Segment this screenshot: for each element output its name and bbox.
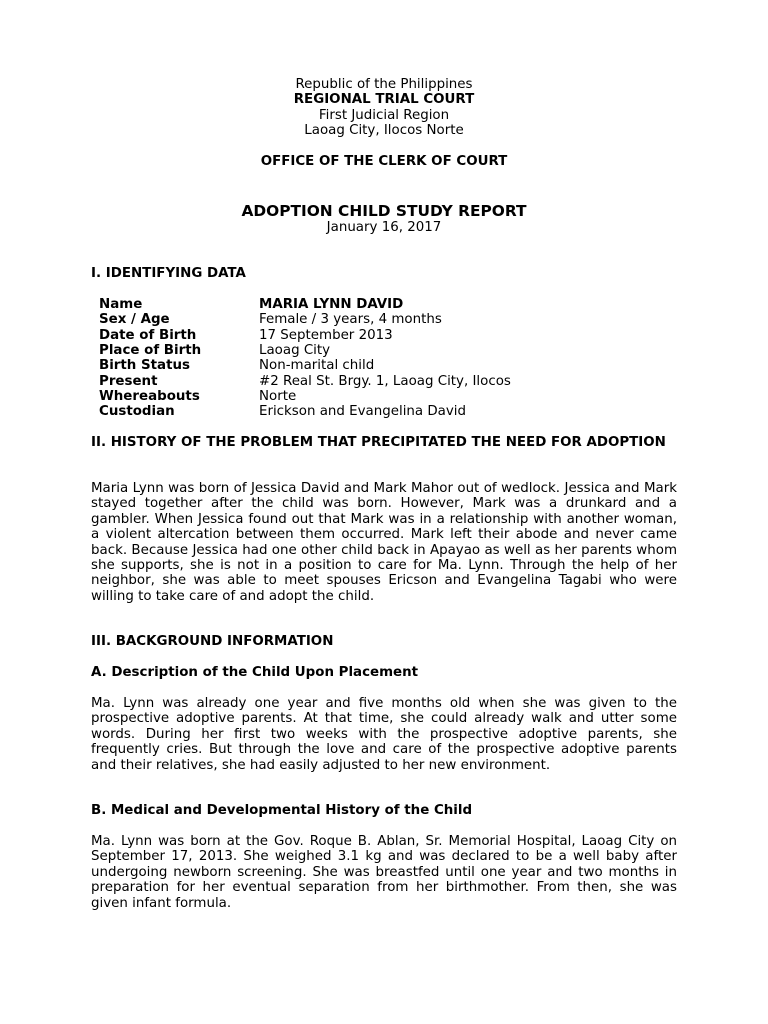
section-3b-body: Ma. Lynn was born at the Gov. Roque B. Ablan, Sr. Memorial Hospital, Laoag City on September 17, 2013. She weighed 3.1 kg and was declared to be a well baby after undergoing newborn screening. She was breastfed until one year and two months in preparation for her eventual separation from her birthmother. From then, she was given infant formula. [91, 834, 677, 911]
table-row [99, 343, 511, 358]
republic-line: Republic of the Philippines [295, 77, 473, 92]
section-1-heading: I. IDENTIFYING DATA [91, 266, 246, 281]
judicial-region: First Judicial Region [318, 107, 450, 123]
table-row [99, 374, 511, 389]
field-label: Date of Birth [99, 327, 197, 343]
section-2-body: Maria Lynn was born of Jessica David and Mark Mahor out of wedlock. Jessica and Mark stayed together after the child was born. However, Mark was a drunkard and a gambler. When Jessica found out that Mark was in a relationship with another woman, a violent altercation between them occurred. Mark left their abode and never came back. Because Jessica had one other child back in Apayao as well as her parents whom she supports, she is not in a position to care for Ma. Lynn. Through the help of her neighbor, she was able to meet spouses Ericson and Evangelina Tagabi who were willing to take care of and adopt the child. [91, 481, 677, 604]
court-header [0, 77, 768, 139]
table-row [99, 328, 511, 343]
section-3a-heading: A. Description of the Child Upon Placement [91, 665, 419, 680]
field-value: MARIA LYNN DAVID [259, 297, 404, 312]
field-value: Female / 3 years, 4 months [259, 312, 442, 328]
field-label: Birth Status [99, 358, 190, 374]
field-label: Name [99, 297, 143, 312]
field-label: Whereabouts [99, 389, 200, 405]
field-value: Non-marital child [259, 358, 375, 374]
section-3a-body: Ma. Lynn was already one year and five months old when she was given to the prospective adoptive parents. At that time, she could already walk and utter some words. During her first two weeks with the prospective adoptive parents, she frequently cries. But through the love and care of the prospective adoptive parents and their relatives, she had easily adjusted to her new environment. [91, 696, 677, 773]
table-row [99, 358, 511, 373]
field-label: Present [99, 373, 158, 389]
table-row [99, 404, 511, 419]
field-value: Laoag City [259, 343, 331, 359]
table-row [99, 297, 511, 312]
court-location: Laoag City, Ilocos Norte [304, 123, 464, 139]
office-title: OFFICE OF THE CLERK OF COURT [260, 154, 508, 169]
field-value: #2 Real St. Brgy. 1, Laoag City, Ilocos [259, 373, 511, 389]
field-value: 17 September 2013 [259, 327, 393, 343]
identifying-data-table [99, 297, 511, 420]
field-value: Norte [259, 389, 297, 405]
field-label: Place of Birth [99, 343, 202, 359]
field-label: Sex / Age [99, 312, 170, 328]
table-row [99, 389, 511, 404]
report-title: ADOPTION CHILD STUDY REPORT [241, 202, 527, 220]
report-date: January 16, 2017 [326, 220, 442, 235]
field-value: Erickson and Evangelina David [259, 404, 467, 420]
field-label: Custodian [99, 404, 175, 420]
section-3b-heading: B. Medical and Developmental History of the Child [91, 803, 473, 818]
court-name: REGIONAL TRIAL COURT [293, 92, 475, 108]
section-3-heading: III. BACKGROUND INFORMATION [91, 634, 334, 649]
table-row [99, 312, 511, 327]
section-2-heading: II. HISTORY OF THE PROBLEM THAT PRECIPITATED THE NEED FOR ADOPTION [91, 435, 666, 450]
